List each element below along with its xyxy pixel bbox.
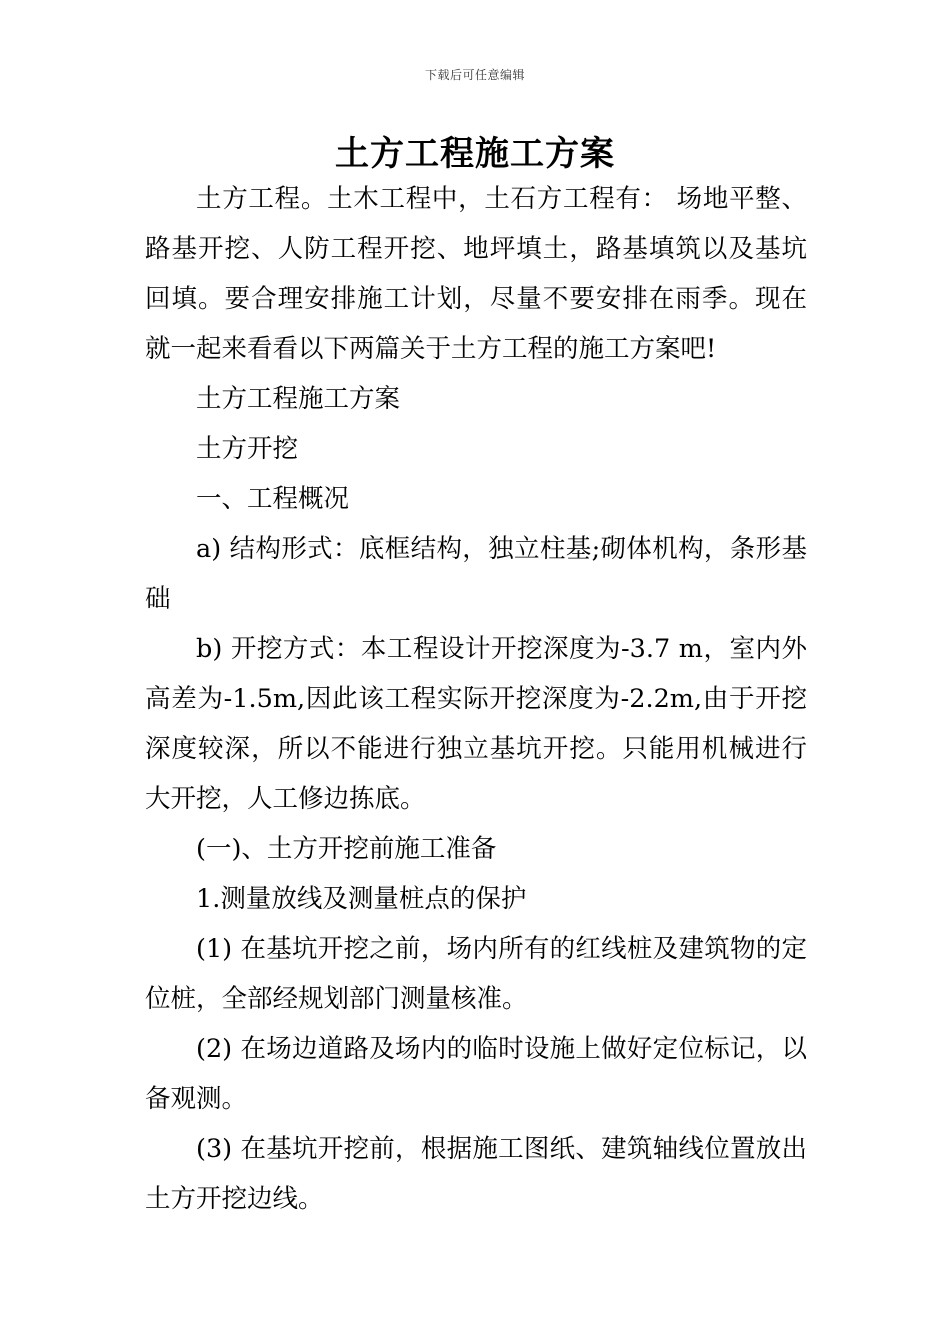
heading-project-overview: 一、工程概况: [196, 484, 350, 514]
paragraph-structure-form: a) 结构形式：底框结构，独立柱基;砌体机构，条形基础: [145, 534, 807, 614]
header-note: 下载后可任意编辑: [424, 68, 525, 82]
paragraph-item-2: (2) 在场边道路及场内的临时设施上做好定位标记，以备观测。: [145, 1034, 807, 1114]
heading-survey: 1.测量放线及测量桩点的保护: [196, 884, 527, 914]
intro-paragraph: 土方工程。土木工程中，土石方工程有： 场地平整、路基开挖、人防工程开挖、地坪填土，路基填筑以及基坑回填。要合理安排施工计划，尽量不要安排在雨季。现在就一起来看看以下两篇关于土方工程的施工方案吧!: [145, 184, 807, 364]
subsection-title: 土方开挖: [196, 434, 299, 464]
document-body: [145, 174, 807, 1224]
section-title: 土方工程施工方案: [196, 384, 401, 414]
heading-preparation: (一)、土方开挖前施工准备: [196, 834, 497, 864]
paragraph-excavation-method: b) 开挖方式：本工程设计开挖深度为-3.7 m，室内外高差为-1.5m,因此该工程实际开挖深度为-2.2m,由于开挖深度较深，所以不能进行独立基坑开挖。只能用机械进行大开挖，人工修边拣底。: [145, 634, 807, 814]
paragraph-item-3: (3) 在基坑开挖前，根据施工图纸、建筑轴线位置放出土方开挖边线。: [145, 1134, 807, 1214]
document-title: 土方工程施工方案: [335, 134, 615, 174]
paragraph-item-1: (1) 在基坑开挖之前，场内所有的红线桩及建筑物的定位桩，全部经规划部门测量核准。: [145, 934, 807, 1014]
